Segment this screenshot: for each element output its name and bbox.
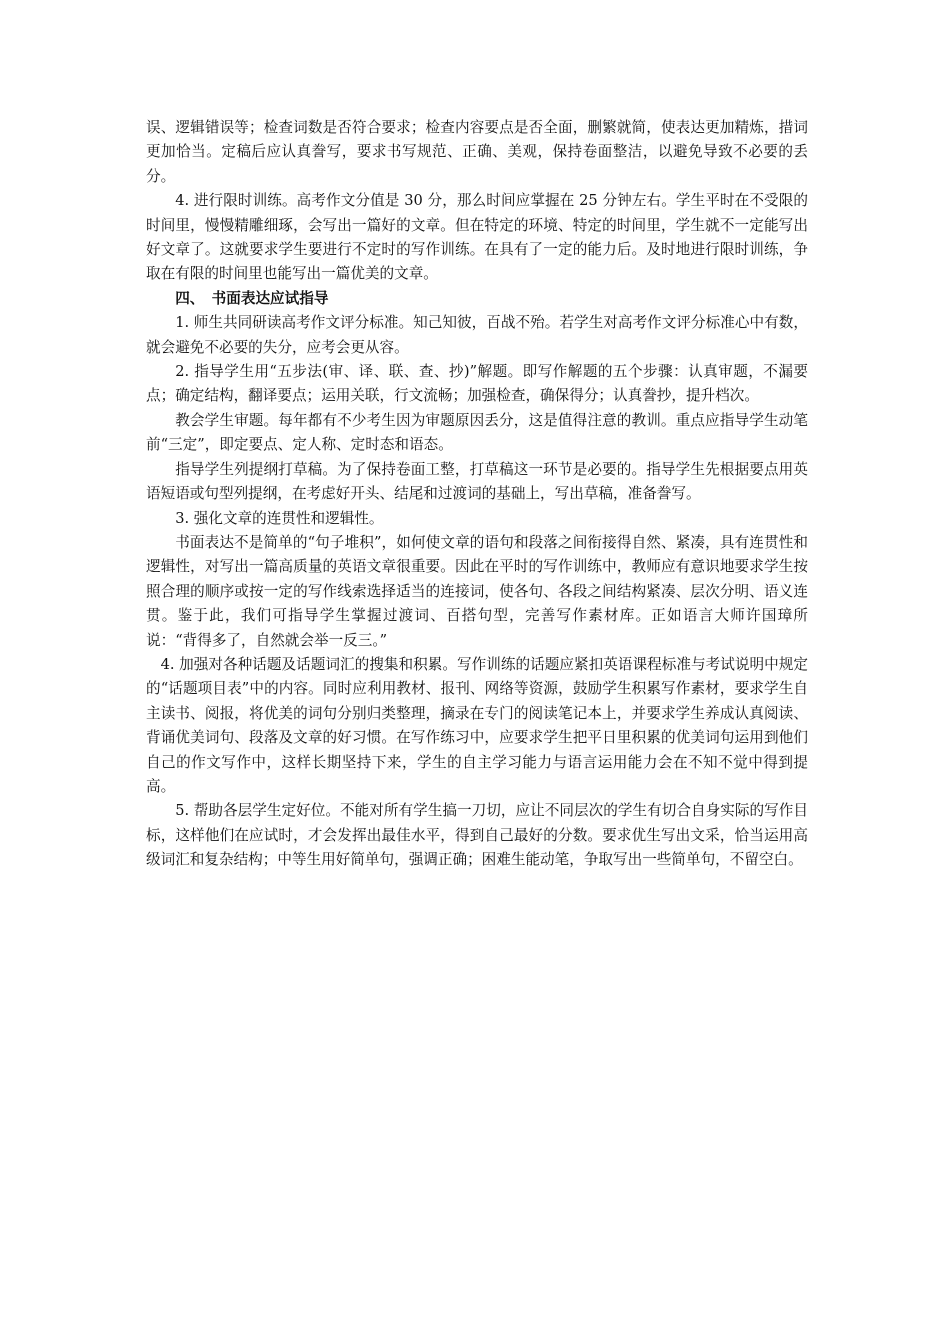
paragraph-five-step-method: 2. 指导学生用“五步法(审、译、联、查、抄)”解题。即写作解题的五个步骤：认真审题，不漏要点；确定结构，翻译要点；运用关联，行文流畅；加强检查，确保得分；认真誊抄，提升档次。 — [146, 363, 808, 405]
paragraph-timed-training: 4. 进行限时训练。高考作文分值是 30 分，那么时间应掌握在 25 分钟左右。学生平时在不受限的时间里，慢慢精雕细琢，会写出一篇好的文章。但在特定的环境、特定的时间里，学生就不一定能写出好文章了。这就要求学生要进行不定时的写作训练。在具有了一定的能力后。及时地进行限时训练，争取在有限的时间里也能写出一篇优美的文章。 — [146, 192, 808, 283]
paragraph-check-revision: 误、逻辑错误等；检查词数是否符合要求；检查内容要点是否全面，删繁就简，使表达更加精炼，措词更加恰当。定稿后应认真誊写，要求书写规范、正确、美观，保持卷面整洁，以避免导致不必要的丢分。 — [146, 119, 808, 185]
section-heading-exam-guidance: 四、 书面表达应试指导 — [175, 289, 329, 307]
paragraph-teach-reading-task: 教会学生审题。每年都有不少考生因为审题原因丢分，这是值得注意的教训。重点应指导学生动笔前“三定”，即定要点、定人称、定时态和语态。 — [146, 411, 808, 454]
paragraph-tiered-goals: 5. 帮助各层学生定好位。不能对所有学生搞一刀切，应让不同层次的学生有切合自身实际的写作目标，这样他们在应试时，才会发挥出最佳水平，得到自己最好的分数。要求优生写出文采，恰当运用高级词汇和复杂结构；中等生用好简单句，强调正确；困难生能动笔，争取写出一些简单句，不留空白。 — [146, 802, 808, 869]
paragraph-outline-draft: 指导学生列提纲打草稿。为了保持卷面工整，打草稿这一环节是必要的。指导学生先根据要点用英语短语或句型列提纲，在考虑好开头、结尾和过渡词的基础上，写出草稿，准备誊写。 — [146, 460, 808, 503]
document-body — [146, 116, 808, 873]
paragraph-coherence-heading: 3. 强化文章的连贯性和逻辑性。 — [175, 509, 384, 527]
paragraph-scoring-standards: 1. 师生共同研读高考作文评分标准。知己知彼，百战不殆。若学生对高考作文评分标准心中有数，就会避免不必要的失分，应考会更从容。 — [146, 314, 808, 356]
paragraph-topic-vocabulary: 4. 加强对各种话题及话题词汇的搜集和积累。写作训练的话题应紧扣英语课程标准与考试说明中规定的“话题项目表”中的内容。同时应利用教材、报刊、网络等资源，鼓励学生积累写作素材，要求学生自主读书、阅报，将优美的词句分别归类整理，摘录在专门的阅读笔记本上，并要求学生养成认真阅读、背诵优美词句、段落及文章的好习惯。在写作练习中，应要求学生把平日里积累的优美词句运用到他们自己的作文写作中，这样长期坚持下来，学生的自主学习能力与语言运用能力会在不知不觉中得到提高。 — [146, 655, 808, 795]
paragraph-coherence-logic: 书面表达不是简单的“句子堆积”，如何使文章的语句和段落之间衔接得自然、紧凑，具有连贯性和逻辑性，对写出一篇高质量的英语文章很重要。因此在平时的写作训练中，教师应有意识地要求学生按照合理的顺序或按一定的写作线索选择适当的连接词，使各句、各段之间结构紧凑、层次分明、语义连贯。鉴于此，我们可指导学生掌握过渡词、百搭句型，完善写作素材库。正如语言大师许国璋所说：“背得多了，自然就会举一反三。” — [146, 533, 808, 649]
